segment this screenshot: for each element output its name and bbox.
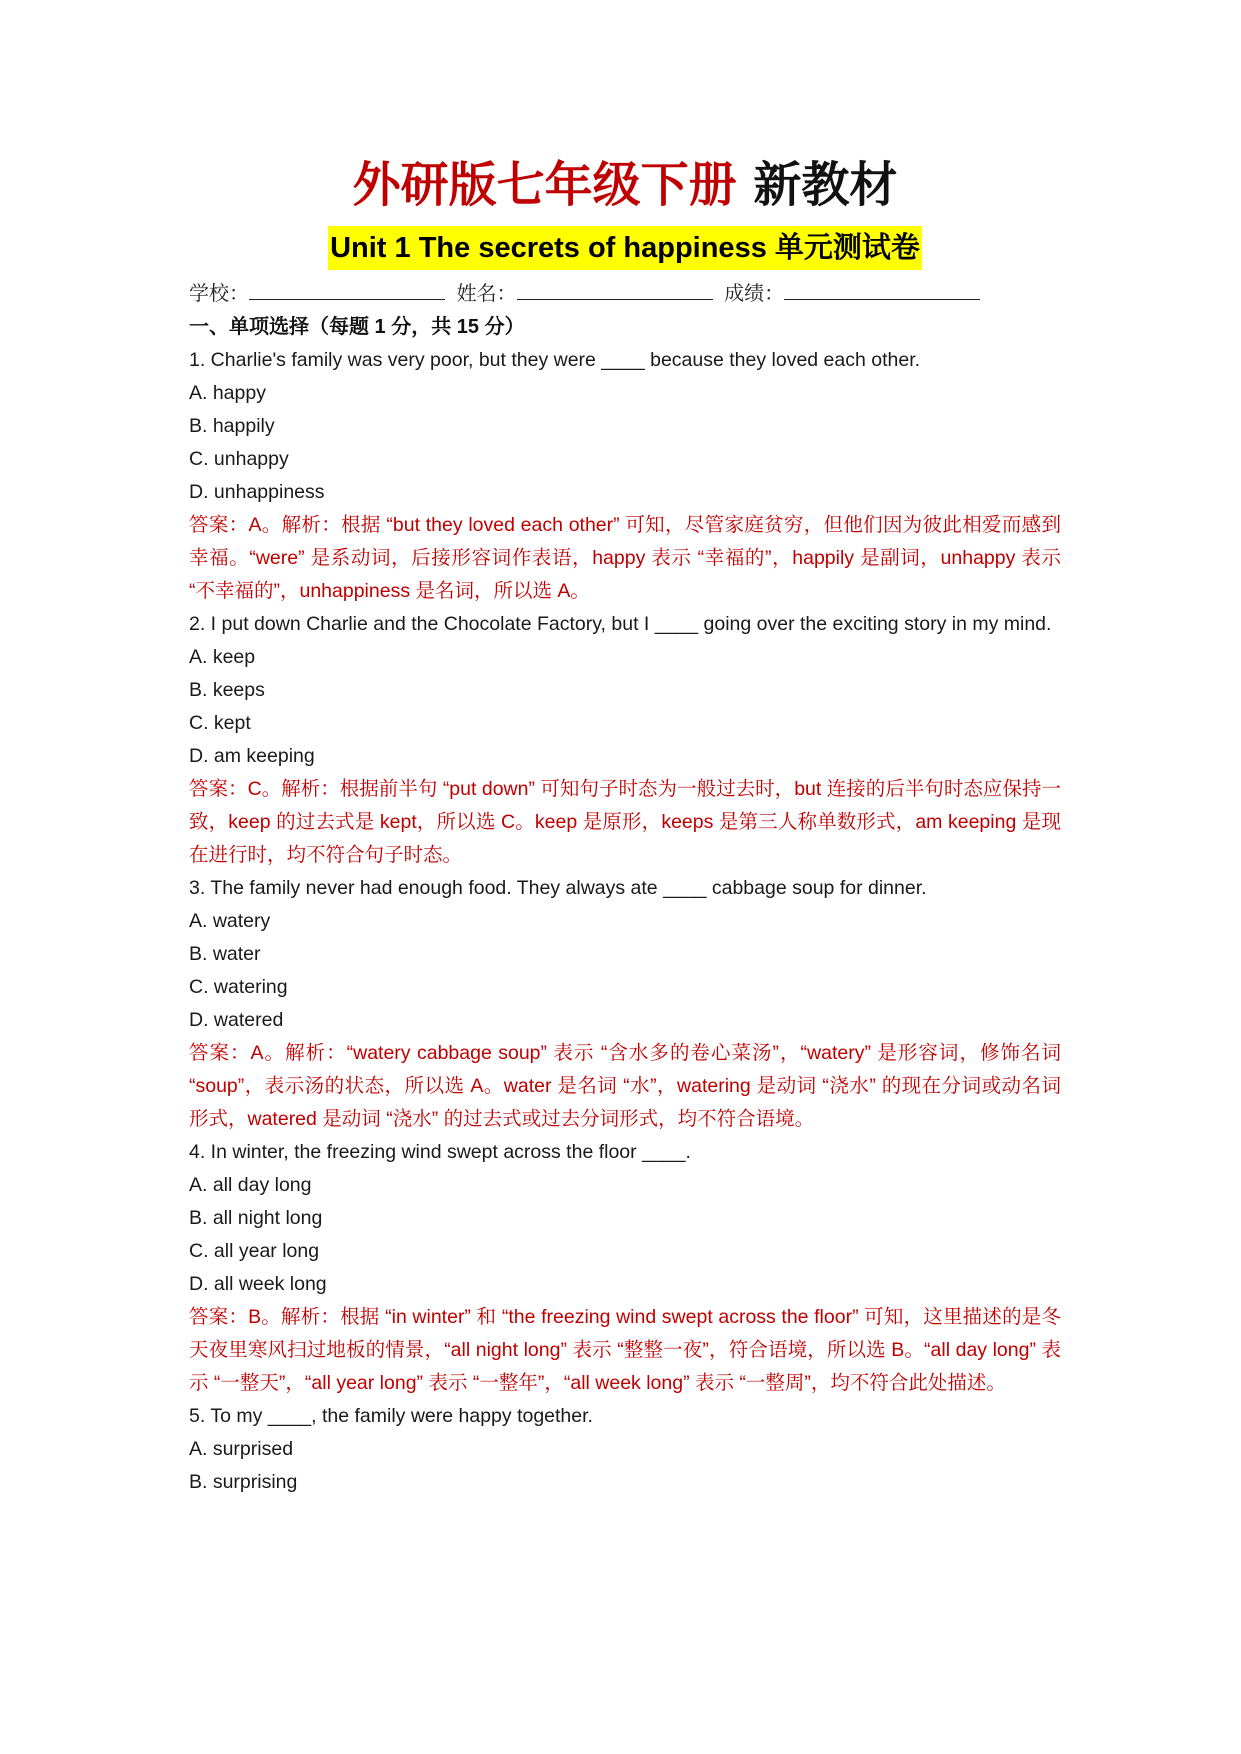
question-option: C. unhappy	[189, 448, 289, 470]
question-stem: 2. I put down Charlie and the Chocolate Factory, but I ____ going over the exciting story in my mind.	[189, 613, 1052, 635]
document-subtitle: Unit 1 The secrets of happiness 单元测试卷	[328, 226, 922, 270]
question-block	[189, 608, 1061, 872]
score-label: 成绩：	[724, 283, 785, 305]
document-page	[189, 150, 1061, 1499]
question-option: D. am keeping	[189, 745, 315, 767]
student-info-line	[189, 277, 1061, 311]
question-option: B. surprising	[189, 1471, 298, 1493]
question-block	[189, 1136, 1061, 1400]
question-option: D. all week long	[189, 1273, 327, 1295]
question-option: C. all year long	[189, 1240, 320, 1262]
question-option: B. all night long	[189, 1207, 323, 1229]
answer-explanation: 答案：A。解析：根据 “but they loved each other” 可知，尽管家庭贫穷，但他们因为彼此相爱而感到幸福。“were” 是系动词，后接形容词作表语，happy 表示 “幸福的”，happily 是副词，unhappy 表示 “不幸福的”，unhappiness 是名词，所以选 A。	[189, 514, 1061, 602]
answer-explanation: 答案：A。解析：“watery cabbage soup” 表示 “含水多的卷心菜汤”，“watery” 是形容词，修饰名词 “soup”，表示汤的状态，所以选 A。water 是名词 “水”，watering 是动词 “浇水” 的现在分词或动名词形式，watered 是动词 “浇水” 的过去式或过去分词形式，均不符合语境。	[189, 1042, 1061, 1130]
question-option: C. watering	[189, 976, 288, 998]
question-option: C. kept	[189, 712, 251, 734]
question-block	[189, 1400, 1061, 1499]
question-stem: 5. To my ____, the family were happy together.	[189, 1405, 593, 1427]
question-option: A. surprised	[189, 1438, 294, 1460]
question-option: B. water	[189, 943, 261, 965]
question-option: A. happy	[189, 382, 266, 404]
question-stem: 1. Charlie's family was very poor, but they were ____ because they loved each other.	[189, 349, 921, 371]
answer-explanation: 答案：B。解析：根据 “in winter” 和 “the freezing wind swept across the floor” 可知，这里描述的是冬天夜里寒风扫过地板的情景，“all night long” 表示 “整整一夜”，符合语境，所以选 B。“all day long” 表示 “一整天”，“all year long” 表示 “一整年”，“all week long” 表示 “一整周”，均不符合此处描述。	[189, 1306, 1061, 1394]
title-black-part: 新教材	[753, 157, 898, 213]
question-block	[189, 344, 1061, 608]
question-option: B. keeps	[189, 679, 265, 701]
question-option: D. watered	[189, 1009, 284, 1031]
question-option: A. keep	[189, 646, 256, 668]
question-option: A. all day long	[189, 1174, 312, 1196]
question-option: B. happily	[189, 415, 275, 437]
title-red-part: 外研版七年级下册	[352, 157, 737, 213]
question-option: D. unhappiness	[189, 481, 325, 503]
subtitle-wrap	[189, 226, 1061, 274]
document-title	[189, 150, 1061, 220]
name-blank[interactable]	[517, 277, 713, 300]
school-label: 学校：	[189, 283, 249, 305]
answer-explanation: 答案：C。解析：根据前半句 “put down” 可知句子时态为一般过去时，but 连接的后半句时态应保持一致，keep 的过去式是 kept，所以选 C。keep 是原形，keeps 是第三人称单数形式，am keeping 是现在进行时，均不符合句子时态。	[189, 778, 1061, 866]
school-blank[interactable]	[249, 277, 445, 300]
question-stem: 3. The family never had enough food. They always ate ____ cabbage soup for dinner.	[189, 877, 927, 899]
question-block	[189, 872, 1061, 1136]
score-blank[interactable]	[784, 277, 980, 300]
question-option: A. watery	[189, 910, 271, 932]
question-stem: 4. In winter, the freezing wind swept across the floor ____.	[189, 1141, 691, 1163]
name-label: 姓名：	[456, 283, 517, 305]
section-title: 一、单项选择（每题 1 分，共 15 分）	[189, 316, 525, 338]
